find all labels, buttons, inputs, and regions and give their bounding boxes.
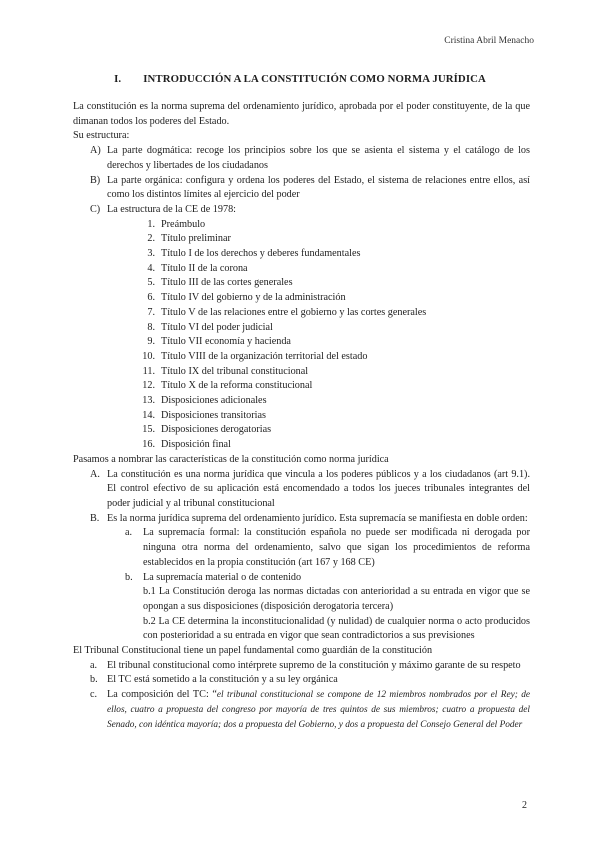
list-marker: 16. [142,439,155,451]
ce-part-item [73,306,530,321]
structure-item [73,174,530,203]
list-item-text: Es la norma jurídica suprema del ordenamiento jurídico. Esta supremacía se manifiesta en doble orden: [107,512,528,524]
structure-item [73,203,530,218]
list-marker: 2. [147,233,155,245]
list-item-text: Preámbulo [161,218,206,230]
ce-part-item [73,365,530,380]
list-marker: 15. [142,424,155,436]
list-item-text: Título III de las cortes generales [161,277,293,289]
list-marker: 14. [142,409,155,421]
list-item-text: La supremacía material o de contenido [143,571,302,583]
list-item-text: Título I de los derechos y deberes fundamentales [161,248,361,260]
section-title-text: INTRODUCCIÓN A LA CONSTITUCIÓN COMO NORMA JURÍDICA [143,73,486,85]
characteristic-item [73,468,530,512]
list-item-text: La composición del TC: “ [107,689,217,701]
list-marker: a. [90,659,98,671]
list-marker: 6. [147,292,155,304]
ce-part-item [73,423,530,438]
list-marker: 9. [147,336,155,348]
page-number: 2 [522,800,527,811]
tc-item [73,673,530,688]
list-marker: A. [90,468,100,480]
ce-part-item [73,409,530,424]
list-item-text: Título VIII de la organización territorial del estado [161,350,368,362]
list-item-text: La estructura de la CE de 1978: [107,203,236,215]
ce-part-item [73,218,530,233]
list-marker: 13. [142,395,155,407]
document-body [73,100,530,732]
tc-composition-quote: el tribunal constitucional se compone de 12 miembros nombrados por el Rey; de ellos, cuatro a propuesta del congreso por mayoría de tres quintos de sus miembros; cuatro a propuesta del Senado, con idéntica mayoría; dos a propuesta del Gobierno, y dos a propuesta del Consejo General del Poder [107,690,530,730]
tc-item [73,688,530,732]
list-item-text: Título VI del poder judicial [161,321,273,333]
list-marker: 8. [147,321,155,333]
section-title [0,73,600,85]
ce-part-item [73,232,530,247]
list-item-text: Título VII economía y hacienda [161,336,291,348]
list-item-text: La supremacía formal: la constitución española no puede ser modificada ni derogada por ninguna otra norma del ordenamiento, salvo que sigan los procedimientos de reforma establecidos en la propia constitución (art 167 y 168 CE) [143,527,530,568]
tc-label: El Tribunal Constitucional tiene un papel fundamental como guardián de la constitución [73,645,433,657]
list-item-text: Título X de la reforma constitucional [161,380,313,392]
ce-part-item [73,262,530,277]
list-item-text: Título II de la corona [161,262,248,274]
ce-part-item [73,379,530,394]
intro-paragraph: La constitución es la norma suprema del ordenamiento jurídico, aprobada por el poder constituyente, de la que dimanan todos los poderes del Estado. [73,101,530,127]
list-marker: C) [90,203,101,215]
list-item-text: Título IX del tribunal constitucional [161,365,309,377]
list-item-text: Disposiciones transitorias [161,409,266,421]
supremacy-b1: b.1 La Constitución deroga las normas dictadas con anterioridad a su entrada en vigor que se opongan a sus disposiciones (disposición derogatoria tercera) [143,586,530,612]
list-item-text: Título V de las relaciones entre el gobierno y las cortes generales [161,306,427,318]
ce-part-item [73,350,530,365]
ce-part-item [73,438,530,453]
header-author: Cristina Abril Menacho [444,36,534,46]
structure-label: Su estructura: [73,130,130,142]
supremacy-b2: b.2 La CE determina la inconstitucionalidad (y nulidad) de cualquier norma o acto producidos con posterioridad a su entrada en vigor que sean contradictorios a sus previsiones [143,615,530,642]
list-marker: 5. [147,277,155,289]
list-marker: b. [90,674,98,686]
list-marker: B) [90,174,101,186]
ce-part-item [73,321,530,336]
supremacy-formal [73,526,530,570]
list-item-text: Disposiciones adicionales [161,395,267,407]
section-number: I. [114,73,122,85]
list-item-text: Disposición final [161,439,231,451]
list-marker: A) [90,145,101,157]
list-item-text: La constitución es una norma jurídica que vincula a los poderes públicos y a los ciudadanos (art 9.1). El control efectivo de su aplicación está encomendado a todos los jueces tribunales integrantes del poder judicial y al tribunal constitucional [107,468,530,509]
supremacy-material [73,571,530,586]
list-marker: 3. [147,248,155,260]
list-marker: 12. [142,380,155,392]
ce-part-item [73,335,530,350]
structure-item [73,144,530,173]
ce-part-item [73,291,530,306]
tc-item [73,659,530,674]
list-marker: 4. [147,262,155,274]
ce-parts-list [73,218,530,453]
list-item-text: El TC está sometido a la constitución y a su ley orgánica [107,674,338,686]
characteristic-item [73,512,530,527]
list-marker: c. [90,689,98,701]
ce-part-item [73,276,530,291]
ce-part-item [73,394,530,409]
list-marker: b. [125,571,133,583]
list-item-text: Título preliminar [161,233,231,245]
ce-part-item [73,247,530,262]
list-marker: 11. [142,365,155,377]
list-item-text: Disposiciones derogatorias [161,424,272,436]
characteristics-label: Pasamos a nombrar las características de la constitución como norma jurídica [73,453,389,465]
list-marker: B. [90,512,100,524]
list-marker: 10. [142,350,155,362]
list-item-text: El tribunal constitucional como intérprete supremo de la constitución y máximo garante de su respeto [107,659,521,671]
list-marker: 1. [147,218,155,230]
list-marker: a. [125,527,133,539]
list-item-text: La parte dogmática: recoge los principios sobre los que se asienta el sistema y el catálogo de los derechos y libertades de los ciudadanos [107,145,530,171]
list-item-text: Título IV del gobierno y de la administración [161,292,346,304]
list-marker: 7. [147,306,155,318]
list-item-text: La parte orgánica: configura y ordena los poderes del Estado, el sistema de relaciones entre ellos, así como los distintos límites al ejercicio del poder [107,174,530,201]
